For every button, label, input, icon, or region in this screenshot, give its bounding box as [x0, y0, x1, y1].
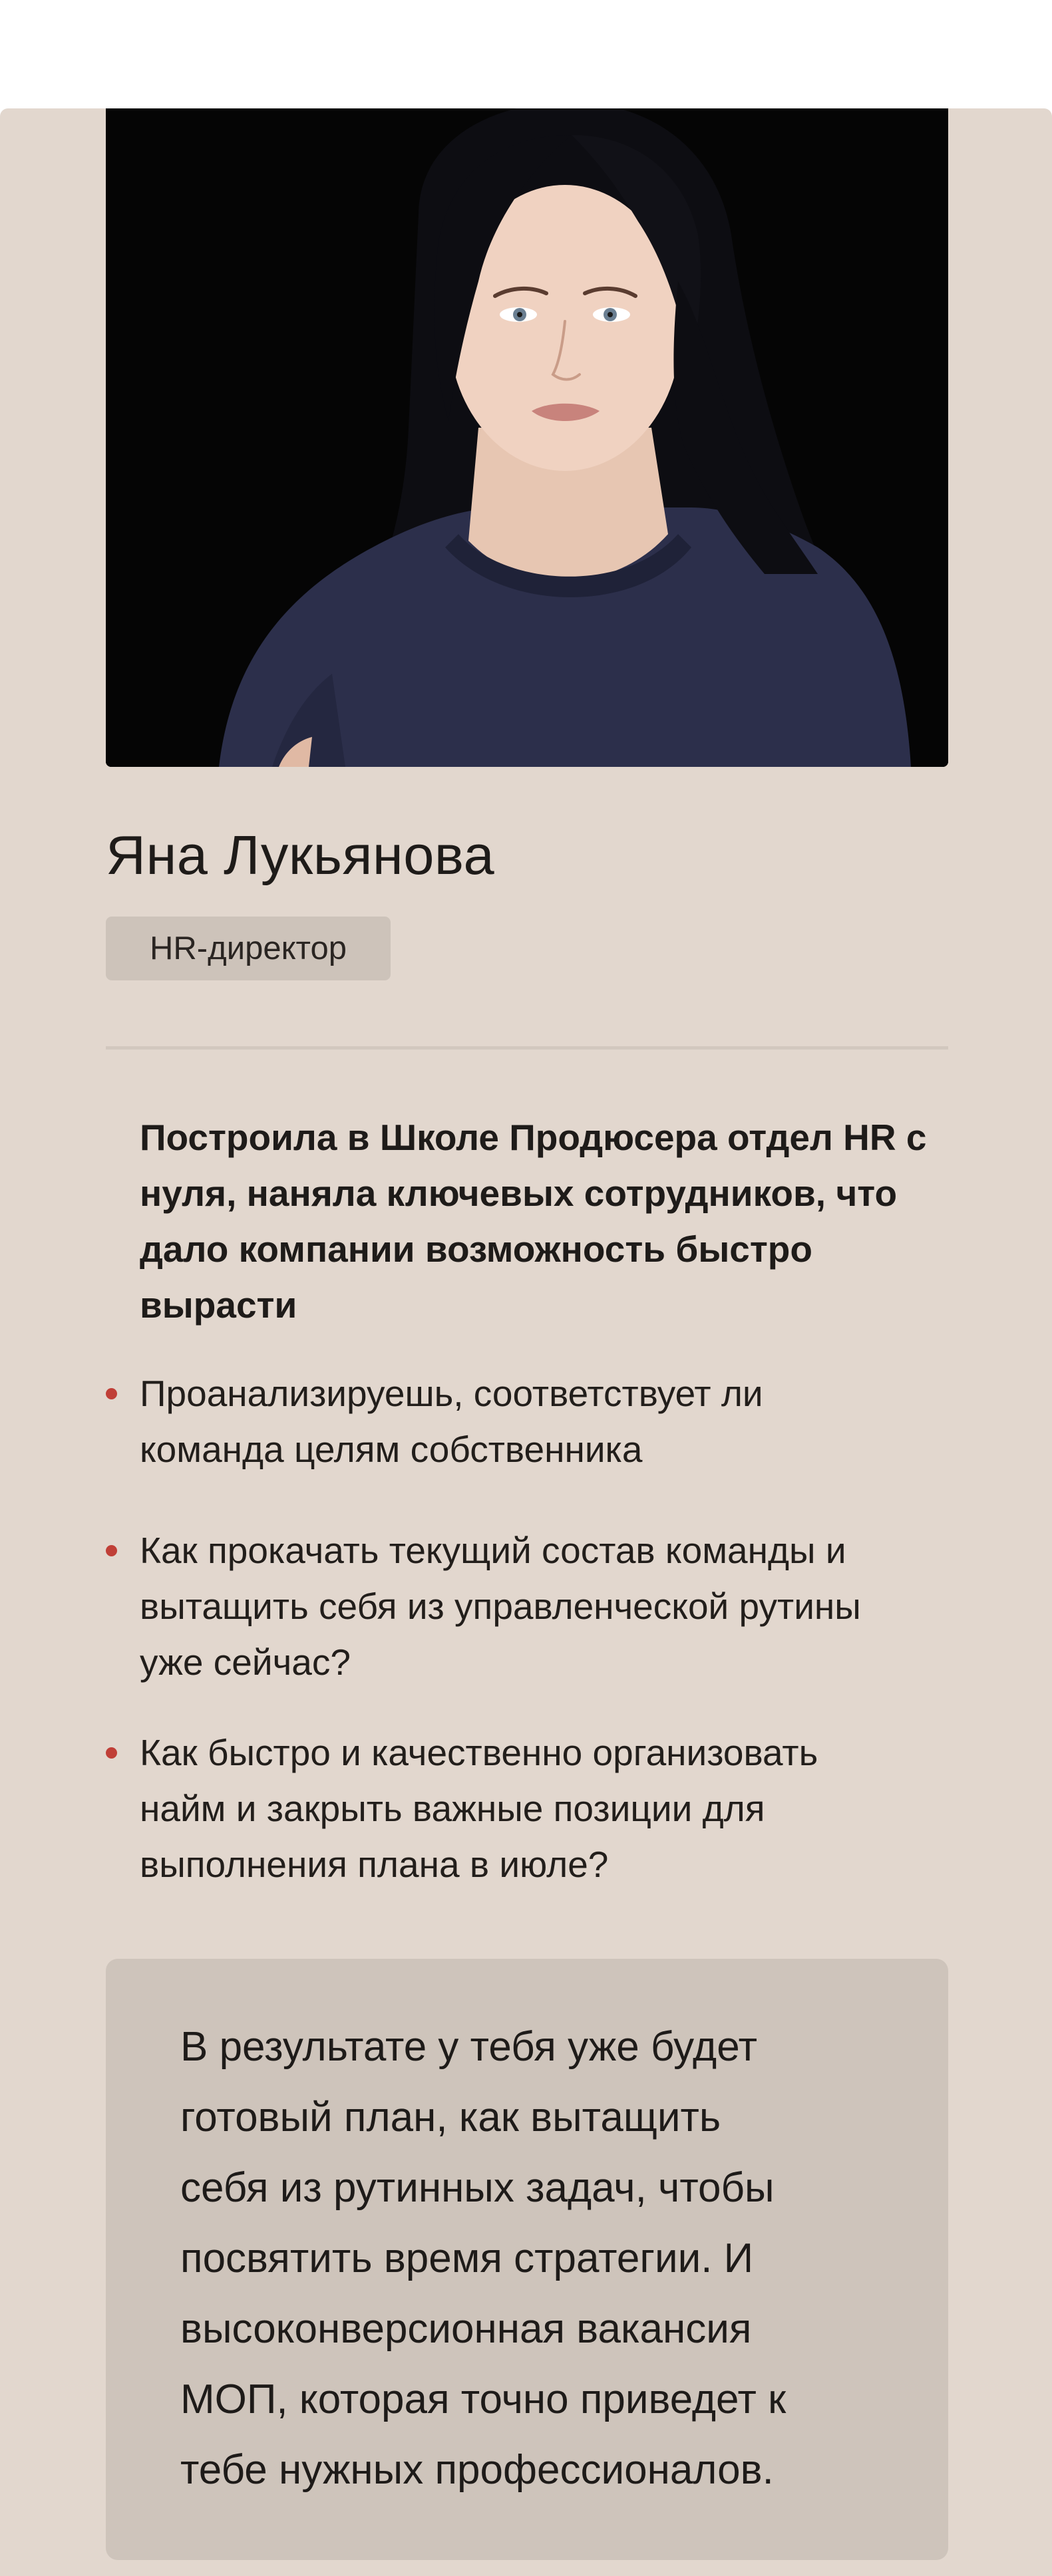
bullet-dot-icon [106, 1545, 117, 1556]
role-badge: HR-директор [106, 917, 391, 980]
lead-paragraph [140, 1109, 971, 1333]
result-line: тебе нужных профессионалов. [180, 2447, 774, 2493]
bullet-line: Проанализируешь, соответствует ли [140, 1373, 763, 1414]
bullet-line: Как прокачать текущий состав команды и [140, 1530, 846, 1571]
result-line: МОП, которая точно приведет к [180, 2376, 787, 2422]
result-line: посвятить время стратегии. И [180, 2235, 754, 2281]
lead-line: дало компании возможность быстро [140, 1228, 813, 1270]
bullet-line: Как быстро и качественно организовать [140, 1732, 818, 1773]
bullet-text [140, 1725, 971, 1892]
result-text [180, 2012, 926, 2505]
bullet-dot-icon [106, 1747, 117, 1759]
speaker-card [0, 108, 1052, 2576]
result-line: себя из рутинных задач, чтобы [180, 2165, 775, 2211]
bullet-line: вытащить себя из управленческой рутины [140, 1586, 861, 1627]
section-divider [106, 1046, 948, 1050]
result-callout [106, 1959, 948, 2560]
lead-line: Построила в Школе Продюсера отдел HR с [140, 1117, 927, 1158]
result-line: высоконверсионная вакансия [180, 2306, 752, 2352]
portrait-image [106, 108, 948, 767]
result-line: готовый план, как вытащить [180, 2094, 721, 2140]
bullet-text [140, 1522, 971, 1690]
bullet-text [140, 1365, 971, 1477]
bullet-line: уже сейчас? [140, 1642, 351, 1683]
speaker-name: Яна Лукьянова [106, 824, 495, 886]
result-line: В результате у тебя уже будет [180, 2024, 758, 2070]
bullet-line: команда целям собственника [140, 1429, 643, 1470]
lead-line: вырасти [140, 1284, 297, 1326]
bullet-dot-icon [106, 1388, 117, 1399]
speaker-photo [106, 108, 948, 767]
lead-line: нуля, наняла ключевых сотрудников, что [140, 1173, 898, 1214]
bullet-line: выполнения плана в июле? [140, 1844, 609, 1885]
bullet-line: найм и закрыть важные позиции для [140, 1788, 765, 1829]
